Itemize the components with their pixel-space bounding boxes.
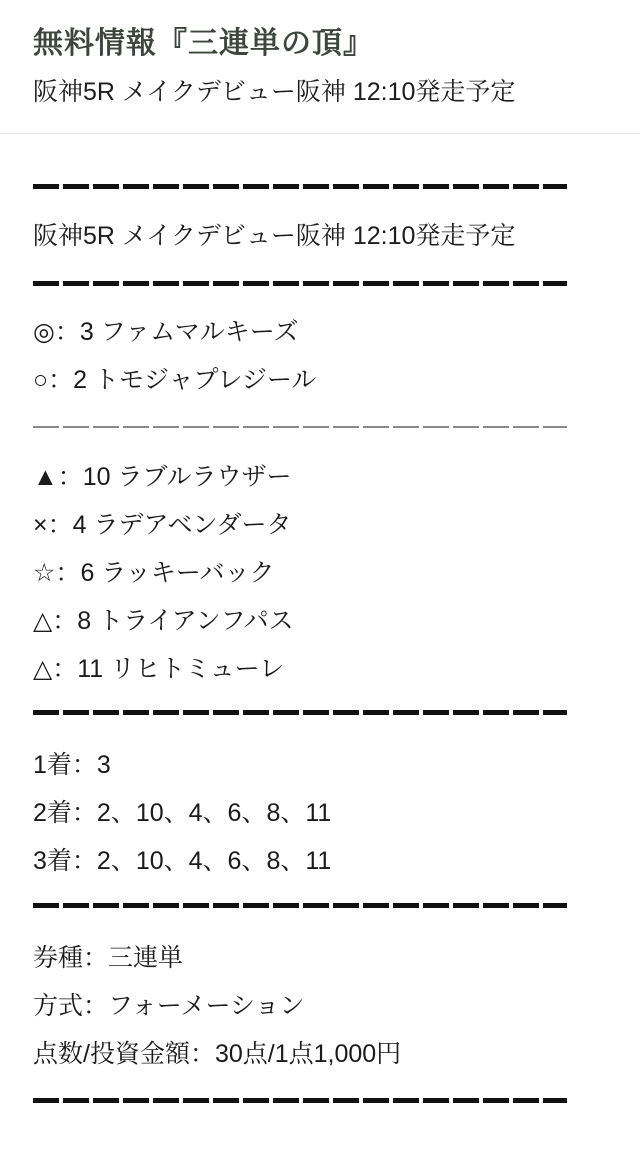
row-value: 2、10、4、6、8、11 [96, 799, 332, 827]
colon-separator: ： [57, 463, 83, 491]
pick-horse: ラッキーバック [101, 559, 275, 587]
pick-row [33, 453, 607, 501]
pick-horse: ファムマルキーズ [100, 318, 299, 346]
pick-row [33, 308, 607, 356]
pick-row [33, 501, 607, 549]
colon-separator: ： [47, 511, 73, 539]
colon-separator: ： [55, 559, 81, 587]
pick-number: 10 [82, 463, 111, 491]
row-value: 3 [96, 751, 111, 779]
colon-separator: ： [52, 607, 78, 635]
row-label: 1着 [33, 751, 72, 779]
bet-details-list [33, 934, 607, 1078]
pick-number: 11 [77, 655, 104, 683]
colon-separator: ： [48, 366, 74, 394]
row-label: 2着 [33, 799, 72, 827]
main-picks-list [33, 308, 607, 404]
pick-horse: トライアンフパス [98, 607, 294, 635]
row-value: 三連単 [108, 944, 184, 972]
bet-row [33, 982, 607, 1030]
row-value: 30点/1点1,000円 [214, 1040, 402, 1068]
row-value: 2、10、4、6、8、11 [96, 847, 332, 875]
dashed-divider-bold [33, 1098, 567, 1103]
dashed-divider-bold [33, 710, 567, 715]
pick-number: 3 [79, 318, 94, 346]
pick-mark: × [33, 511, 48, 539]
sub-picks-list [33, 453, 607, 693]
pick-row [33, 356, 607, 404]
row-value: フォーメーション [108, 992, 305, 1020]
race-banner: 阪神5R メイクデビュー阪神 12:10発走予定 [33, 222, 516, 250]
race-subtitle: 阪神5R メイクデビュー阪神 12:10発走予定 [33, 78, 516, 106]
colon-separator: ： [54, 318, 80, 346]
formation-row [33, 741, 607, 789]
light-divider [0, 133, 640, 134]
row-label: 点数/投資金額 [33, 1040, 190, 1068]
pick-mark: ○ [33, 366, 49, 394]
formation-list [33, 741, 607, 885]
pick-number: 8 [77, 607, 92, 635]
formation-row [33, 837, 607, 885]
pick-horse: リヒトミューレ [110, 655, 285, 683]
pick-mark: ◎ [33, 318, 55, 346]
colon-separator: ： [52, 655, 78, 683]
pick-row [33, 645, 607, 693]
colon-separator: ： [189, 1040, 215, 1068]
pick-row [33, 549, 607, 597]
bet-row [33, 934, 607, 982]
pick-row [33, 597, 607, 645]
colon-separator: ： [83, 992, 109, 1020]
pick-mark: ☆ [33, 559, 56, 587]
pick-mark: ▲ [33, 463, 58, 491]
colon-separator: ： [71, 751, 97, 779]
pick-mark: △ [33, 607, 53, 635]
row-label: 券種 [33, 944, 84, 972]
formation-row [33, 789, 607, 837]
pick-horse: ラブルラウザー [117, 463, 292, 491]
dashed-divider-bold [33, 903, 567, 908]
row-label: 方式 [33, 992, 84, 1020]
pick-horse: ラデアベンダータ [93, 511, 292, 539]
colon-separator: ： [83, 944, 109, 972]
dashed-divider-thin [33, 426, 567, 428]
dashed-divider-bold [33, 184, 567, 189]
pick-number: 6 [80, 559, 95, 587]
pick-number: 2 [73, 366, 88, 394]
row-label: 3着 [33, 847, 72, 875]
colon-separator: ： [71, 847, 97, 875]
pick-horse: トモジャプレジール [93, 366, 317, 394]
pick-mark: △ [33, 655, 53, 683]
bet-row [33, 1030, 607, 1078]
dashed-divider-bold [33, 281, 567, 286]
colon-separator: ： [71, 799, 97, 827]
page-title: 無料情報『三連単の頂』 [33, 27, 374, 60]
pick-number: 4 [72, 511, 87, 539]
